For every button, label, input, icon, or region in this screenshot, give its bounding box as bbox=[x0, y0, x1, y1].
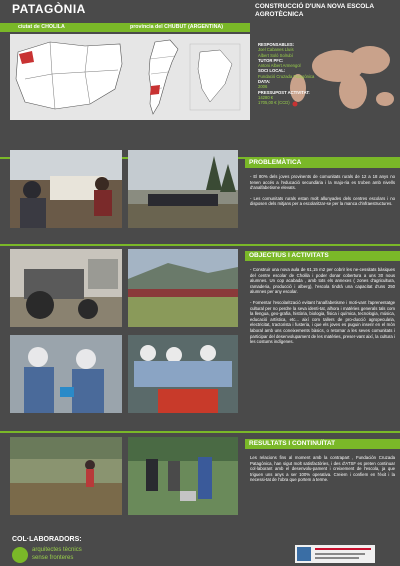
photo-food-processing bbox=[128, 335, 238, 413]
resultats-title: RESULTATS I CONTINUÏTAT bbox=[249, 440, 336, 447]
project-info bbox=[258, 42, 338, 106]
atsf-logo-icon bbox=[12, 547, 28, 563]
divider-3 bbox=[0, 431, 400, 433]
pressupost-2: 1705,00 € (CCD) bbox=[258, 100, 290, 106]
logo-line-1: arquitectes tècnics bbox=[32, 547, 82, 553]
page-title: PATAGÒNIA bbox=[12, 2, 86, 16]
data-value: 2006 bbox=[258, 84, 268, 90]
resultats-paragraph-1: Les relacions fins al moment amb la contrapart , Fundación Cruzada Patagónica, han sigut molt satisfactòries, i des d'ATSF es preten continuar col·laborant amb el desenvolu-pament i creixement de l'escola, ja que triguen uns anys a ser 100% operativa. Creiem i confiem en l'èxit i la necessi-tat de l'obra que portem a terme. bbox=[250, 455, 395, 483]
objectius-title: OBJECTIUS I ACTIVITATS bbox=[249, 252, 329, 259]
pressupost-label: PRESSUPOST ACTIVITAT: bbox=[258, 89, 310, 95]
photo-garden-work bbox=[10, 437, 122, 515]
problematica-text bbox=[250, 174, 395, 212]
resultats-header bbox=[245, 439, 400, 449]
location-bar bbox=[0, 23, 250, 32]
objectius-paragraph-2: - Fomentar l'escolarització evitant l'analfabetisme i moti-vant l'aprenentatge cultural per no perdre la seva identi-tat, alhora i matèries generals tals com la llengua, geo-grafia, història, biologia, física i química, tecnologia, música, educació artística, etc... així com tallers de pro-ducció agropecuària, electricitat, tractorista i fusteria, i que els joves es puguin inserir en el món laboral amb uns coneixements bàsics, o retornar a les seves comunitats i participar del desenvolupament de les matèries, preser-vant així, la cultura i les costums indígenes. bbox=[250, 299, 395, 345]
responsables-1: Joel Cabanes Lluís bbox=[258, 47, 294, 53]
logo-line-2: sense fronteres bbox=[32, 555, 74, 561]
data-label: DATA: bbox=[258, 79, 271, 85]
photo-people-field bbox=[128, 437, 238, 515]
problematica-paragraph-1: - El 80% dels joves provinents de comunitats rurals de 12 a 18 anys no tenen accés a l'educació secundària i la majo-ria es troben amb nivells d'analfabetisme elevats. bbox=[250, 174, 395, 191]
collaborators-label: COL·LABORADORS: bbox=[12, 536, 82, 543]
problematica-paragraph-2: - Les comunitats rurals estan molt allunyades dels centres escolars i no disposen dels mitjans per a escolaritzar-se per la manca d'infraestructures. bbox=[250, 195, 395, 207]
photo-classroom bbox=[10, 150, 122, 228]
province-label: provincia del CHUBUT (ARGENTINA) bbox=[130, 24, 223, 30]
photo-tractor bbox=[10, 249, 122, 327]
subtitle-line-2: AGROTÈCNICA bbox=[255, 11, 304, 18]
pressupost-1: 14280 € bbox=[258, 94, 274, 100]
divider-2 bbox=[0, 244, 400, 246]
atsf-logo bbox=[12, 546, 112, 564]
responsables-label: RESPONSABLES: bbox=[258, 42, 295, 47]
map-graphic bbox=[10, 34, 250, 120]
partner-logo-icon bbox=[297, 547, 311, 561]
problematica-title: PROBLEMÀTICA bbox=[249, 159, 302, 166]
project-subtitle bbox=[255, 3, 395, 19]
resultats-text bbox=[250, 455, 395, 488]
tutor-value: Antoni Albert Armengol bbox=[258, 63, 301, 69]
map-panel bbox=[10, 34, 250, 120]
photo-outdoor-group bbox=[128, 150, 238, 228]
soci-label: SOCI LOCAL: bbox=[258, 68, 286, 74]
objectius-text bbox=[250, 267, 395, 350]
tutor-label: TUTOR PFC: bbox=[258, 57, 284, 63]
responsables-2: Albert Soló Solrubí bbox=[258, 52, 293, 58]
problematica-header bbox=[245, 158, 400, 168]
objectius-header bbox=[245, 251, 400, 261]
photo-kitchen-students bbox=[10, 335, 122, 413]
subtitle-line-1: CONSTRUCCIÓ D'UNA NOVA ESCOLA bbox=[255, 3, 375, 10]
photo-field-crop bbox=[128, 249, 238, 327]
objectius-paragraph-1: - Construir una nova aula de 61,15 m2 per cobrir les ne-cessitats bàsiques del centre escolar de Cholila i poder donar cobertura a uns 30 nous alumnes. Un cop acabada , amb tots els annexes ( zones d'agricultura, ramaderia, producció i alberg), l'escola tindrà una capacitat d'uns 250 alumnes per any escolar. bbox=[250, 267, 395, 295]
partner-logo bbox=[295, 545, 375, 563]
soci-value: Fundació Cruzada Patagónica bbox=[258, 73, 315, 79]
city-label: ciutat de CHOLILA bbox=[18, 24, 65, 30]
